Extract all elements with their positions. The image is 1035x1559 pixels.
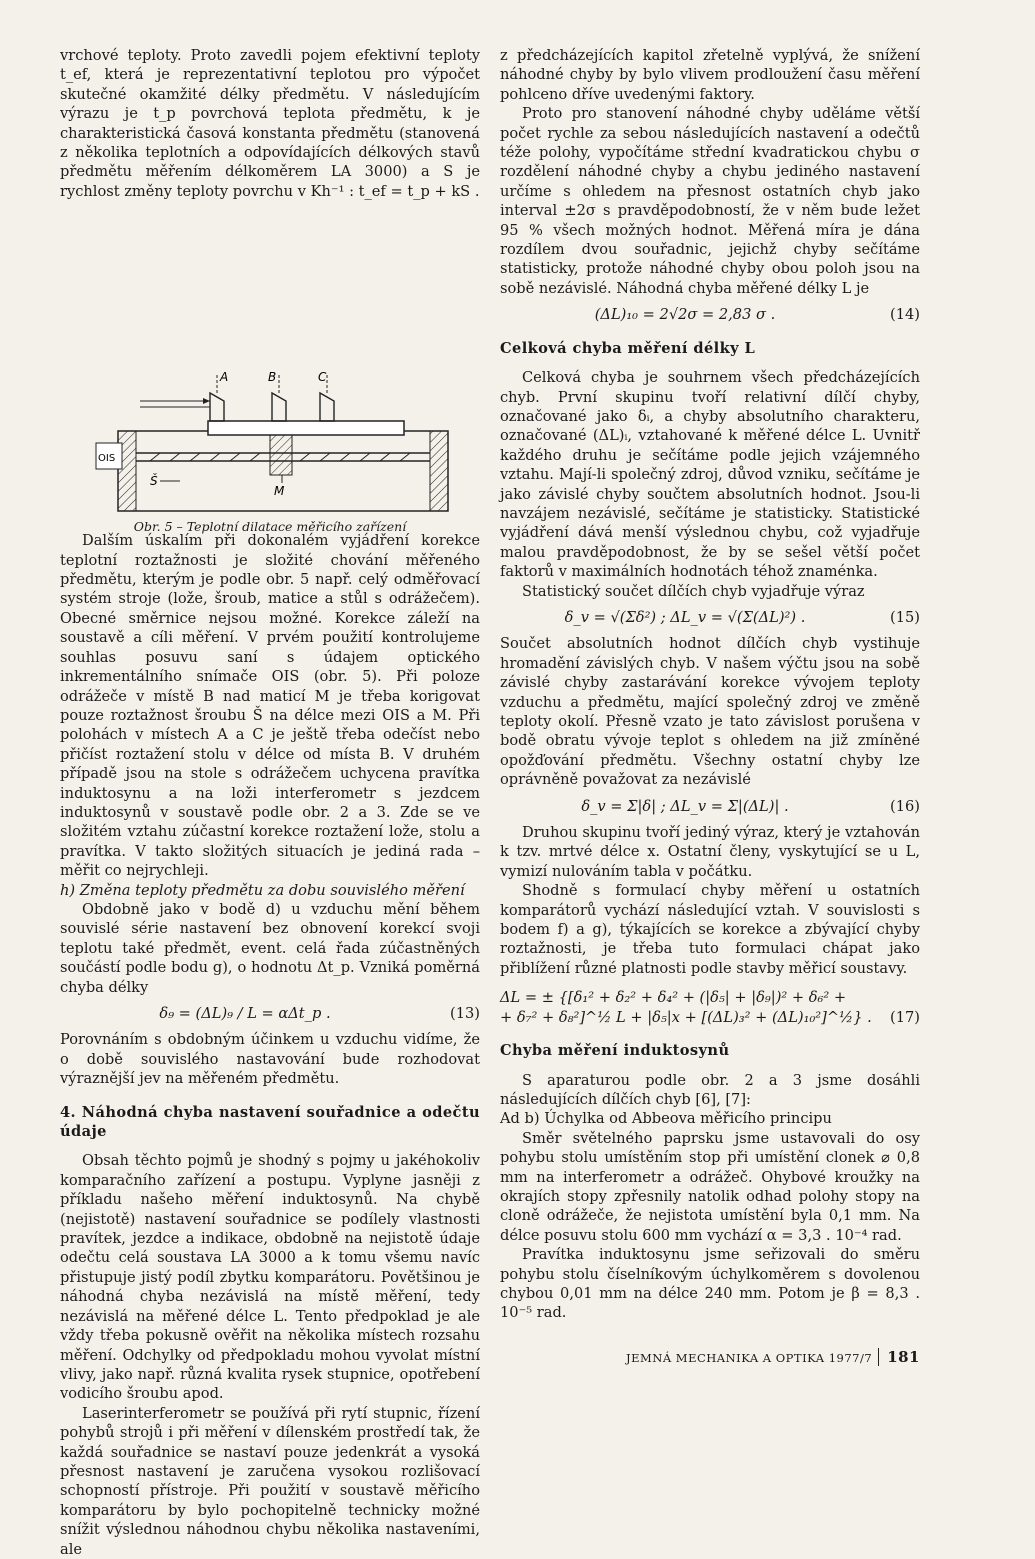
page-number: 181 bbox=[878, 1348, 920, 1366]
equation-line-1: ΔL = ± {[δ₁² + δ₂² + δ₄² + (|δ₅| + |δ₉|)² + δ₆² + bbox=[500, 989, 847, 1007]
equation-body: (ΔL)₁₀ = 2√2σ = 2,83 σ . bbox=[594, 306, 776, 324]
label-b: B bbox=[268, 371, 277, 385]
machine-table bbox=[208, 421, 404, 435]
paragraph: Celková chyba je souhrnem všech předcházejících chyb. První skupinu tvoří relativní dílčí chyby, označované jako δᵢ, a chyby absolutního charakteru, označované (ΔL)ᵢ, vztahované k měřené délce L. Uvnitř každého druhu je sečítáme podle jejich vzájemného vztahu. Mají-li společný zdroj, důvod vzniku, sečítáme je jako závislé chyby součtem absolutních hodnot. Jsou-li navzájem nezávislé, sečítáme je statisticky. Statistické vyjádření dává menší výslednou chybu, což vyjadřuje malou pravděpodobnost, že by se sešel větší počet faktorů v maximálních hodnotách téhož znaménka. bbox=[500, 369, 920, 581]
label-ois: OIS bbox=[98, 453, 116, 465]
label-c: C bbox=[318, 371, 327, 385]
equation-number: (14) bbox=[890, 306, 920, 324]
subheading-h: h) Změna teploty předmětu za dobu souvislého měření bbox=[60, 881, 465, 899]
paragraph: Druhou skupinu tvoří jediný výraz, který je vztahován k tzv. mrtvé délce x. Ostatní členy, vyskytující se u L, vymizí nulováním tabla v počátku. bbox=[500, 824, 920, 880]
section-heading: Chyba měření induktosynů bbox=[500, 1042, 730, 1060]
label-m: M bbox=[274, 484, 285, 499]
paragraph: S aparaturou podle obr. 2 a 3 jsme dosáhli následujících dílčích chyb [6], [7]: bbox=[500, 1071, 920, 1108]
reflector-c bbox=[320, 393, 334, 421]
paragraph: Směr světelného paprsku jsme ustavovali do osy pohybu stolu umístěním stop při umístění clonek ⌀ 0,8 mm na interferometr a odrážeč. Ohybové kroužky na okrajích stopy zpřesnily natolik odhad polohy stopy na cloně odrážeče, že nejistota umístění byla 0,1 mm. Na délce posuvu stolu 600 mm vychází α = 3,3 . 10⁻⁴ rad. bbox=[500, 1129, 920, 1244]
thermal-dilatation-diagram bbox=[60, 371, 480, 521]
reflector-a bbox=[210, 393, 224, 421]
equation-number: (15) bbox=[890, 608, 920, 626]
reflector-b bbox=[272, 393, 286, 421]
equation-13 bbox=[60, 1004, 480, 1023]
section-heading: 4. Náhodná chyba nastavení souřadnice a odečtu údaje bbox=[60, 1103, 480, 1141]
equation-body: δ_v = √(Σδ²) ; ΔL_v = √(Σ(ΔL)²) . bbox=[564, 608, 806, 626]
paragraph: vrchové teploty. Proto zavedli pojem efektivní teploty t_ef, která je reprezentativní teplotou pro výpočet skutečné okamžité délky předmětu. V následujícím výrazu je t_p povrchová teplota předmětu, k je charakteristická časová konstanta předmětu (stanovená z několika teplotních a odpovídajících délkových stavů předmětu měřením délkoměrem LA 3000) a S je rychlost změny teploty povrchu v Kh⁻¹ : t_ef = t_p + kS . bbox=[60, 47, 480, 200]
paragraph: Ad b) Úchylka od Abbeova měřicího principu bbox=[500, 1110, 832, 1128]
paragraph: Obsah těchto pojmů je shodný s pojmy u jakéhokoliv komparačního zařízení a postupu. Vyplyne jasněji z příkladu našeho měření induktosynů. Na chybě (nejistotě) nastavení souřadnice se podílely vlastnosti pravítek, jezdce a indikace, obdobně na nejistotě údaje odečtu celá soustava LA 3000 a k tomu všemu navíc přistupuje jistý podíl zbytku komparátoru. Povětšinou je náhodná chyba nezávislá na místě měření, tedy nezávislá na měřené délce L. Tento předpoklad je ale vždy třeba pokusně ověřit na několika místech rozsahu měření. Odchylky od předpokladu mohou vyvolat místní vlivy, jako např. různá kvalita rysek stupnice, opotřebení vodicího šroubu apod. bbox=[60, 1152, 480, 1403]
paragraph: Pravítka induktosynu jsme seřizovali do směru pohybu stolu číselníkovým úchylkoměrem s dovolenou chybou 0,01 mm na délce 240 mm. Potom je β = 8,3 . 10⁻⁵ rad. bbox=[500, 1246, 920, 1322]
paragraph: Laserinterferometr se používá při rytí stupnic, řízení pohybů strojů i při měření v dílenském prostředí tak, že každá souřadnice se nastaví pouze jedenkrát a vysoká přesnost nastavení je zaručena vysokou rozlišovací schopností přístroje. Při použití v soustavě měřicího komparátoru by bylo pochopitelně technicky možné snížit výslednou náhodnou chybu několika nastaveními, ale bbox=[60, 1404, 480, 1558]
paragraph: Shodně s formulací chyby měření u ostatních komparátorů vychází následující vztah. V souvislosti s bodem f) a g), týkajících se korekce a zbývající chyby roztažnosti, je třeba tuto formulaci chápat jako přiblížení různé platnosti podle stavby měřicí soustavy. bbox=[500, 882, 920, 977]
journal-name: JEMNÁ MECHANIKA A OPTIKA 1977/7 bbox=[626, 1351, 873, 1365]
equation-number: (13) bbox=[450, 1005, 480, 1022]
right-column bbox=[500, 46, 920, 1323]
equation-16 bbox=[500, 797, 920, 816]
label-a: A bbox=[220, 371, 229, 385]
paragraph: Součet absolutních hodnot dílčích chyb vystihuje hromadění závislých chyb. V našem výčtu jsou na sobě závislé chyby zastarávání korekce vývojem teploty vzduchu a předmětu, mající společný zdroj ve změně teploty okolí. Přesně vzato je tato závislost porušena v bodě obratu vývoje teplot s ohledem na již zmíněné opožďování předmětu. Všechny ostatní chyby lze oprávněně považovat za nezávislé bbox=[500, 635, 920, 789]
page-footer bbox=[620, 1348, 920, 1366]
figure-5 bbox=[60, 201, 480, 535]
paragraph: z předcházejících kapitol zřetelně vyplývá, že snížení náhodné chyby by bylo vlivem prodloužení času měření pohlceno dříve uvedenými faktory. bbox=[500, 47, 920, 103]
equation-body: δ_v = Σ|δ| ; ΔL_v = Σ|(ΔL)| . bbox=[581, 797, 789, 815]
equation-17 bbox=[500, 988, 920, 1027]
paragraph: Statistický součet dílčích chyb vyjadřuje výraz bbox=[522, 582, 865, 600]
paragraph: Obdobně jako v bodě d) u vzduchu mění během souvislé série nastavení bez obnovení korekcí svoji teplotu také předmět, event. celá řada zúčastněných součástí podle bodu g), o hodnotu Δt_p. Vzniká poměrná chyba délky bbox=[60, 900, 480, 996]
paragraph: Porovnáním s obdobným účinkem u vzduchu vidíme, že o době souvislého nastavování bude rozhodovat výraznější jev na měřeném předmětu. bbox=[60, 1031, 480, 1088]
section-heading: Celková chyba měření délky L bbox=[500, 339, 756, 357]
equation-line-2: + δ₇² + δ₈²]^½ L + |δ₅|x + [(ΔL)₃² + (ΔL)₁₀²]^½} . bbox=[500, 1008, 872, 1026]
equation-14 bbox=[500, 305, 920, 324]
equation-number: (17) bbox=[890, 1008, 920, 1026]
bed-right-support bbox=[430, 431, 448, 511]
paragraph: Dalším úskalím při dokonalém vyjádření korekce teplotní roztažnosti je složité chování měřeného předmětu, kterým je podle obr. 5 např. celý odměřovací systém stroje (lože, šroub, matice a stůl s odrážečem). Obecné směrnice nejsou možné. Korekce záleží na soustavě a cíli měření. V prvém použití kontrolujeme souhlas posuvu saní s údajem optického inkrementálního snímače OIS (obr. 5). Při poloze odrážeče v místě B nad maticí M je třeba korigovat pouze roztažnost šroubu Š na délce mezi OIS a M. Při polohách v místech A a C je ještě třeba odečíst nebo přičíst roztažení stolu v délce od místa B. V druhém případě jsou na stole s odrážečem uchycena pravítka induktosynu a na loži interferometr s jezdcem induktosynů v soustavě podle obr. 2 a 3. Zde se ve složitém vztahu zúčastní korekce roztažení lože, stolu a pravítka. V takto složitých situacích je jediná rada – měřit co nejrychleji. bbox=[60, 532, 480, 880]
left-column bbox=[60, 46, 480, 1559]
equation-body: δ₉ = (ΔL)₉ / L = αΔt_p . bbox=[159, 1005, 331, 1022]
paragraph: Proto pro stanovení náhodné chyby uděláme větší počet rychle za sebou následujících nastavení a odečtů téže polohy, vypočítáme střední kvadratickou chybu σ rozdělení náhodné chyby a chybu jediného nastavení určíme s ohledem na přesnost ostatních chyb jako interval ±2σ s pravděpodobností, že v něm bude ležet 95 % všech možných hodnot. Měřená míra je dána rozdílem dvou souřadnic, jejichž chyby sečítáme statisticky, protože náhodné chyby obou poloh jsou na sobě nezávislé. Náhodná chyba měřené délky L je bbox=[500, 105, 920, 297]
figure-caption: Obr. 5 – Teplotní dilatace měřicího zařízení bbox=[133, 519, 407, 535]
screw-nut bbox=[270, 435, 292, 475]
equation-number: (16) bbox=[890, 797, 920, 815]
equation-15 bbox=[500, 608, 920, 627]
label-s: Š bbox=[150, 474, 158, 489]
